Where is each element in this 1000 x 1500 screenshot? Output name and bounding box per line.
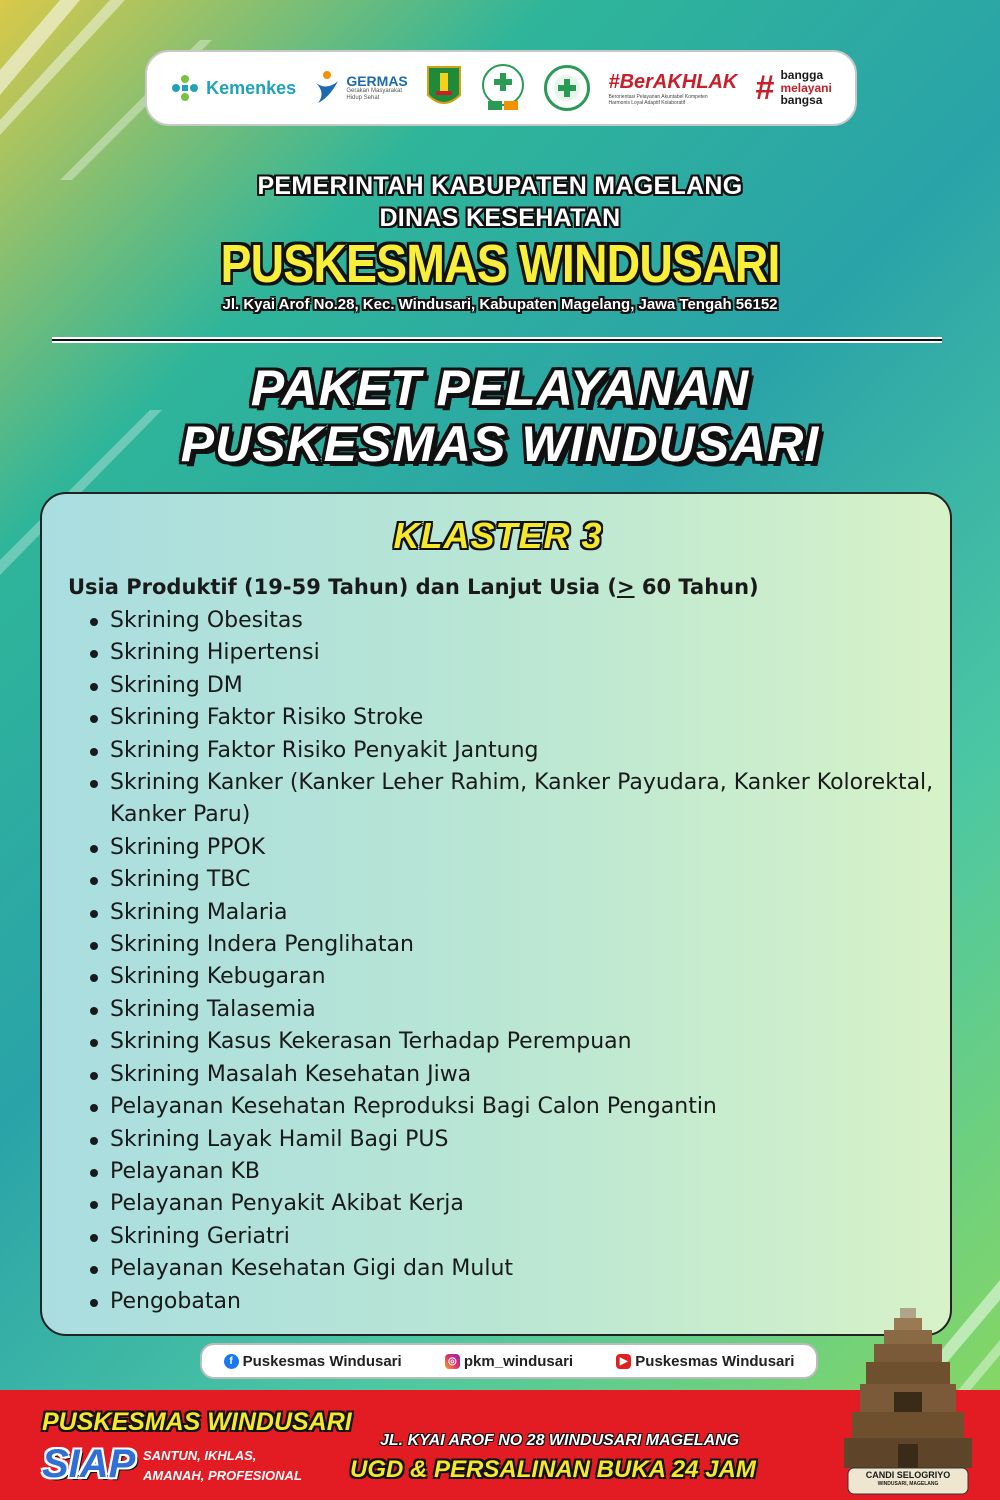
list-item: Skrining Faktor Risiko Stroke — [110, 702, 940, 734]
footer-values-line-1: SANTUN, IKHLAS, — [143, 1448, 257, 1463]
germas-icon — [314, 69, 340, 107]
magelang-crest-icon — [426, 65, 462, 111]
bangga-line-2: melayani — [780, 80, 832, 95]
list-item: Skrining Kasus Kekerasan Terhadap Perempuan — [110, 1026, 940, 1058]
list-item: Pengobatan — [110, 1286, 940, 1318]
target-group-ge: > — [616, 575, 635, 599]
list-item: Pelayanan Kesehatan Gigi dan Mulut — [110, 1253, 940, 1285]
berakhlak-subtitle: Berorientasi Pelayanan Akuntabel Kompeten Harmonis Loyal Adaptif Kolaboratif — [608, 93, 708, 106]
list-item: Skrining Talasemia — [110, 994, 940, 1026]
youtube-icon: ▶ — [616, 1354, 631, 1369]
list-item: Skrining PPOK — [110, 832, 940, 864]
berakhlak-logo — [608, 71, 737, 106]
list-item: Skrining Kanker (Kanker Leher Rahim, Kanker Payudara, Kanker Kolorektal, Kanker Paru) — [110, 767, 940, 832]
list-item: Pelayanan KB — [110, 1156, 940, 1188]
page-title — [0, 360, 1000, 472]
footer-address: JL. KYAI AROF NO 28 WINDUSARI MAGELANG — [380, 1432, 740, 1449]
list-item: Skrining DM — [110, 670, 940, 702]
cluster-heading: KLASTER 3 — [393, 515, 603, 556]
germas-label: GERMAS — [346, 73, 408, 90]
youtube-label: Puskesmas Windusari — [635, 1352, 795, 1370]
list-item: Skrining TBC — [110, 864, 940, 896]
bangga-line-1: bangga — [780, 68, 824, 83]
footer-motto: SIAP — [42, 1442, 136, 1486]
list-item: Skrining Hipertensi — [110, 637, 940, 669]
temple-name: CANDI SELOGRIYO — [865, 1470, 951, 1480]
facebook-icon: f — [224, 1354, 239, 1369]
social-bar — [200, 1343, 818, 1379]
list-item: Skrining Geriatri — [110, 1221, 940, 1253]
berakhlak-label: #BerAKHLAK — [608, 70, 738, 93]
germas-logo — [314, 69, 407, 107]
title-line-1: PAKET PELAYANAN — [250, 360, 750, 416]
kemenkes-logo — [170, 73, 296, 103]
header — [0, 170, 1000, 316]
footer-values-line-2: AMANAH, PROFESIONAL — [143, 1468, 302, 1483]
instagram-link[interactable] — [445, 1353, 573, 1370]
footer-values — [143, 1446, 333, 1486]
youtube-link[interactable] — [616, 1353, 794, 1370]
target-group-suffix: 60 Tahun) — [634, 575, 759, 599]
mbs-ilp-icon — [480, 63, 526, 113]
list-item: Skrining Faktor Risiko Penyakit Jantung — [110, 735, 940, 767]
hash-icon: # — [755, 69, 775, 107]
germas-subtitle: Gerakan Masyarakat Hidup Sehat — [346, 88, 403, 101]
list-item: Skrining Obesitas — [110, 605, 940, 637]
header-divider — [52, 337, 942, 343]
footer-hours: UGD & PERSALINAN BUKA 24 JAM — [350, 1456, 756, 1483]
puskesmas-seal-icon — [544, 65, 590, 111]
list-item: Skrining Indera Penglihatan — [110, 929, 940, 961]
facebook-label: Puskesmas Windusari — [242, 1352, 402, 1370]
government-name: PEMERINTAH KABUPATEN MAGELANG — [257, 172, 743, 200]
kemenkes-label: Kemenkes — [206, 77, 297, 98]
target-group-prefix: Usia Produktif (19-59 Tahun) dan Lanjut Usia ( — [68, 575, 617, 599]
services-list — [110, 605, 940, 1318]
kemenkes-icon — [170, 73, 200, 103]
temple-label — [848, 1470, 968, 1488]
target-group — [68, 572, 938, 602]
organization-name: PUSKESMAS WINDUSARI — [220, 234, 780, 294]
header-address: Jl. Kyai Arof No.28, Kec. Windusari, Kabupaten Magelang, Jawa Tengah 56152 — [222, 296, 778, 313]
services-panel — [40, 492, 952, 1336]
footer-org-name: PUSKESMAS WINDUSARI — [42, 1408, 352, 1436]
title-line-2: PUSKESMAS WINDUSARI — [180, 416, 820, 472]
logo-bar — [145, 50, 857, 126]
bangga-line-3: bangsa — [780, 93, 823, 108]
bangga-melayani-logo — [756, 69, 832, 107]
instagram-label: pkm_windusari — [463, 1352, 574, 1370]
list-item: Skrining Layak Hamil Bagi PUS — [110, 1124, 940, 1156]
list-item: Skrining Malaria — [110, 897, 940, 929]
instagram-icon: ◎ — [445, 1354, 460, 1369]
list-item: Skrining Kebugaran — [110, 961, 940, 993]
temple-location: WINDUSARI, MAGELANG — [877, 1481, 939, 1487]
list-item: Pelayanan Kesehatan Reproduksi Bagi Calon Pengantin — [110, 1091, 940, 1123]
facebook-link[interactable] — [224, 1353, 402, 1370]
list-item: Skrining Masalah Kesehatan Jiwa — [110, 1059, 940, 1091]
department-name: DINAS KESEHATAN — [379, 204, 621, 232]
list-item: Pelayanan Penyakit Akibat Kerja — [110, 1188, 940, 1220]
